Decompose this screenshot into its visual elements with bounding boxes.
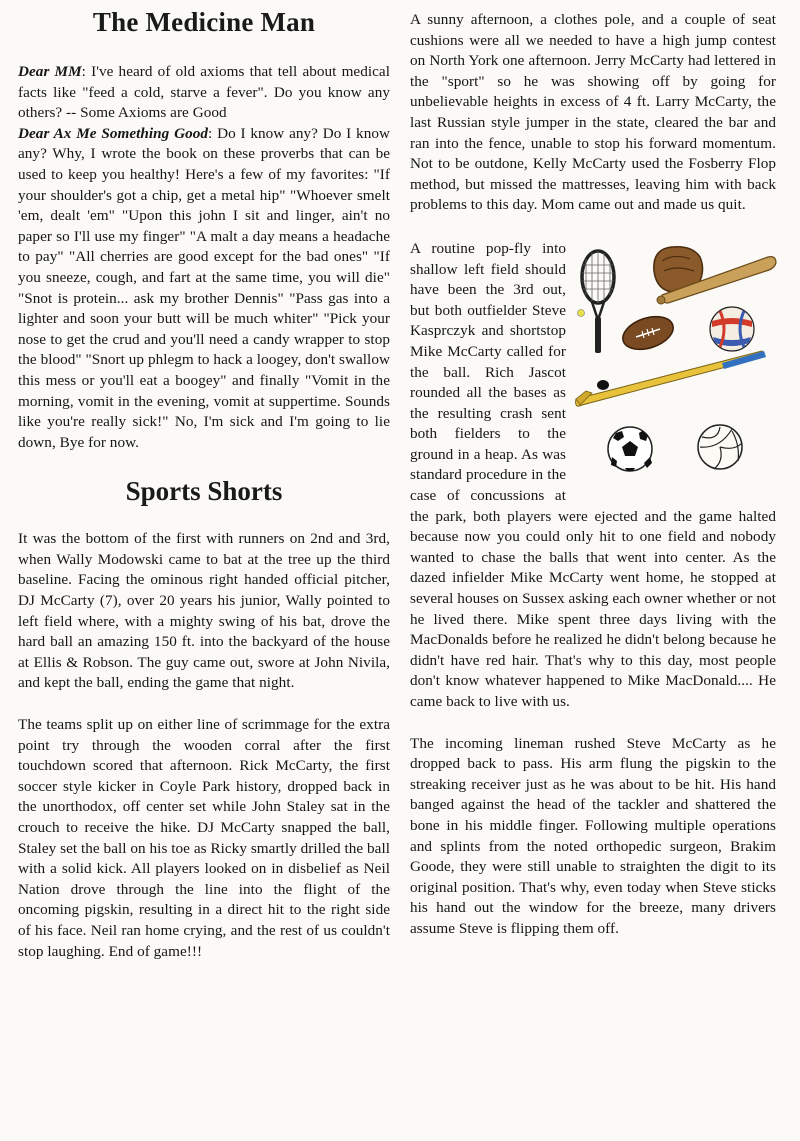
right-column	[410, 0, 776, 940]
story-pop-fly: A routine pop-fly into shallow left field should have been the 3rd out, but both outfielder Steve Kasprczyk and shortstop Mike McCarty called for the ball. Rich Jascot rounded all the bases as the resulting crash sent both fielders to the ground in a heap. As was standard procedure in the case of concussions at the park, both players were ejected and the game halted because now you could only hit to one field and nobody wanted to chase the balls that went into center. As the dazed infielder Mike McCarty went home, he stopped at several houses on Sussex asking each owner whether or not he lived there. Mike spent three days living with the MacDonalds before he realized he didn't belong because he didn't have red hair. That's why to this day, most people don't know whatever happened to Mike MacDonald.... He came back to live with us.	[410, 239, 776, 710]
football-icon	[619, 311, 678, 356]
tennis-racket-icon	[582, 251, 614, 353]
sports-clip-art	[572, 241, 780, 481]
sports-shorts-title: Sports Shorts	[125, 476, 283, 507]
reply-label: Dear Ax Me Something Good	[18, 124, 209, 142]
story-finger: The incoming lineman rushed Steve McCarty as he dropped back to pass. His arm flung the pigskin to the streaking receiver just as he was about to be hit. His hand banged against the head of the tackler and shattered the bone in his middle finger. Following multiple operations and splints from the noted orthopedic surgeon, Brakim Goode, they were still unable to straighten the digit to its original position. That's why, even today when Steve sticks his hand out the window for the breeze, many drivers assume Steve is flipping them off.	[410, 734, 776, 937]
left-column	[18, 0, 390, 962]
letter-text: : I've heard of old axioms that tell about medical facts like "feed a cold, starve a fever". Do you know any others? -- Some Axioms are Good	[18, 63, 390, 122]
story-baseball-homerun: It was the bottom of the first with runners on 2nd and 3rd, when Wally Modowski came to bat at the tree up the third baseline. Facing the ominous right handed official pitcher, DJ McCarty (7), over 20 years his junior, Wally pointed to left field where, with a mighty swing of his bat, drove the hard ball an amazing 150 ft. into the backyard of the house at Ellis & Robson. The guy came out, swore at John Nivila, and kept the ball, ending the game that night.	[18, 530, 390, 692]
soccer-ball-icon	[608, 427, 652, 471]
story-high-jump: A sunny afternoon, a clothes pole, and a couple of seat cushions were all we needed to have a high jump contest on North York one afternoon. Jerry McCarty had lettered in the "sport" so he was showing off by going for unbelievable heights in excess of 4 ft. Larry McCarty, the last Russian style jumper in the state, cleared the bar and ran into the fence, unable to stop his forward momentum. Not to be outdone, Kelly McCarty used the Fosberry Flop method, but missed the mattresses, leaving him with back problems to this day. Mom came out and made us quit.	[410, 11, 776, 214]
story-extra-point: The teams split up on either line of scrimmage for the extra point try through the wooden corral after the first touchdown scored that afternoon. Rick McCarty, the first soccer style kicker in Coyle Park history, dropped back in the unorthodox, off center set while John Staley sat in the crouch to receive the hike. DJ McCarty snapped the ball, Staley set the ball on his toe as Ricky smartly drilled the ball with a solid kick. All players looked on in disbelief as Neil Nation drove through the line into the flight of the oncoming pigskin, resulting in a direct hit to the right side of his face. Neil ran home crying, and the rest of us couldn't stop laughing. End of game!!!	[18, 716, 390, 960]
basketball-icon	[710, 307, 754, 351]
reply-text: : Do I know any? Do I know any? Why, I wrote the book on these proverbs that can be used to keep you healthy! Here's a few of my favorites: "If your shoulder's got a chip, get a metal hip" "Whoever smelt 'em, dealt 'em" "Upon this john I sit and linger, ain't no paper so I'll use my finger" "A malt a day means a headache to pay" "All cherries are good except for the bad ones" "If you sneeze, cough, and fart at the same time, you will die" "Snot is protein... ask my brother Dennis" "Pass gas into a lighter and soon your butt will be much whiter" "Pick your nose to get the crud and you'll need a candy wrapper to stop the blood" "Snort up phlegm to hack a loogey, don't swallow this mess or you'll eat a boogey" and finally "Vomit in the morning, vomit in the evening, vomit at suppertime. Sounds like you're really sick!" No, I'm sick and I'm going to lie down, Bye for now.	[18, 124, 390, 451]
hockey-stick-icon	[576, 351, 766, 406]
medicine-man-column	[18, 62, 390, 453]
tennis-ball-icon	[578, 309, 585, 316]
story-pop-fly-block	[410, 239, 776, 713]
volleyball-icon	[698, 425, 742, 469]
hockey-puck-icon	[597, 380, 609, 390]
medicine-man-title: The Medicine Man	[92, 7, 316, 37]
letter-label: Dear MM	[18, 63, 82, 80]
